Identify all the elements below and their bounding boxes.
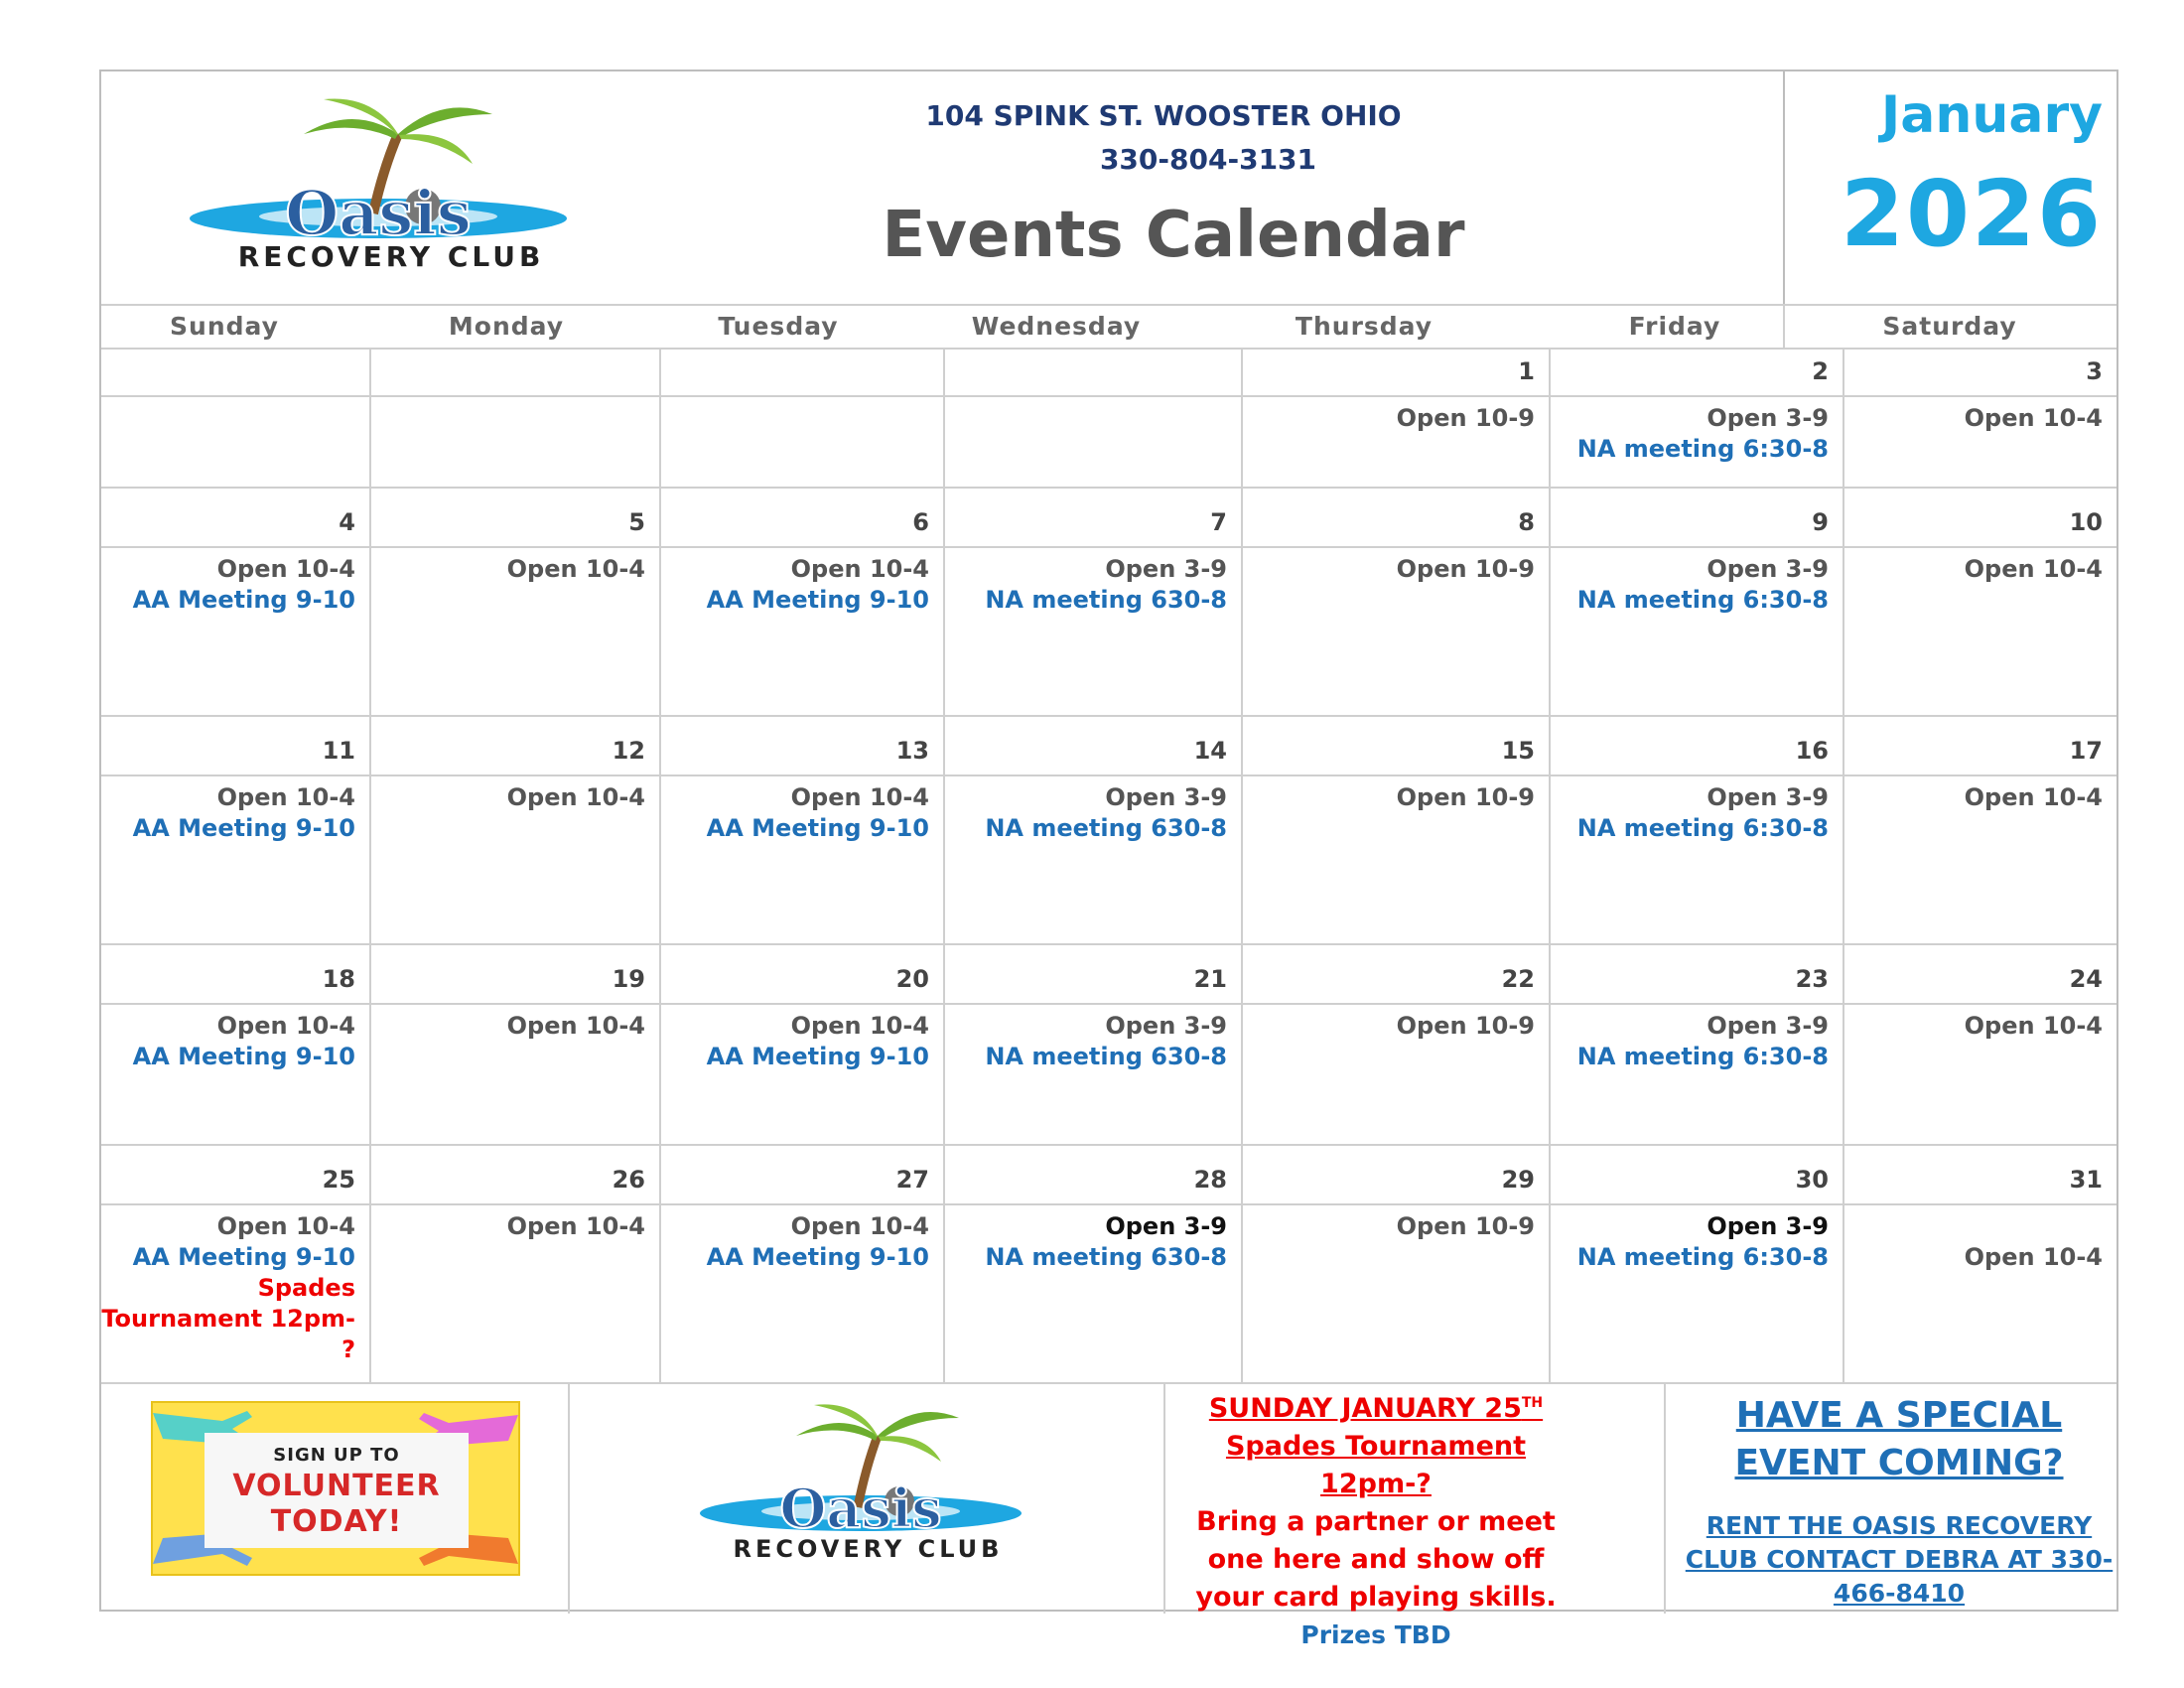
day-number: 12 (612, 737, 645, 765)
hours-entry: Open 3-9 (1706, 1012, 1829, 1040)
day-cell (943, 1144, 1241, 1382)
hours-entry: Open 3-9 (1105, 1212, 1227, 1240)
meeting-entry: AA Meeting 9-10 (132, 1043, 355, 1070)
year-label: 2026 (1840, 161, 2103, 267)
day-cell (1549, 943, 1843, 1144)
meeting-entry: NA meeting 630-8 (985, 586, 1227, 614)
special-event-ad (1684, 1392, 2115, 1611)
hours-entry: Open 10-9 (1396, 1212, 1535, 1240)
day-cell (659, 1144, 943, 1382)
meeting-entry: AA Meeting 9-10 (132, 1243, 355, 1271)
day-number: 4 (339, 508, 355, 536)
day-cell (101, 1144, 369, 1382)
day-cell (1241, 487, 1549, 715)
hours-entry: Open 10-4 (506, 1012, 645, 1040)
hours-entry: Open 10-9 (1396, 783, 1535, 811)
meeting-entry: AA Meeting 9-10 (706, 1043, 929, 1070)
hours-entry: Open 10-4 (216, 1012, 355, 1040)
day-cell (1241, 943, 1549, 1144)
hours-entry: Open 10-4 (1964, 404, 2103, 432)
day-cell (1843, 348, 2116, 487)
club-name: RECOVERY CLUB (733, 1535, 1004, 1563)
weekday-saturday: Saturday (1882, 311, 2017, 341)
day-cell (369, 348, 659, 487)
day-cell (101, 715, 369, 943)
promo-event: Spades Tournament 12pm-? (1225, 1431, 1527, 1499)
hours-entry: Open 10-4 (506, 783, 645, 811)
month-label: January (1880, 85, 2103, 145)
meeting-entry: AA Meeting 9-10 (132, 586, 355, 614)
oasis-logo-footer (687, 1396, 1044, 1570)
day-cell (659, 943, 943, 1144)
day-number: 20 (895, 965, 929, 993)
hours-entry: Open 10-4 (1964, 555, 2103, 583)
hours-entry: Open 10-4 (790, 1012, 929, 1040)
hours-entry: Open 10-9 (1396, 555, 1535, 583)
day-cell (369, 1144, 659, 1382)
day-cell (943, 943, 1241, 1144)
day-cell (101, 943, 369, 1144)
meeting-entry: NA meeting 6:30-8 (1576, 435, 1829, 463)
day-number: 17 (2069, 737, 2103, 765)
hours-entry: Open 10-4 (790, 783, 929, 811)
weekday-monday: Monday (448, 311, 565, 341)
day-cell (1843, 1144, 2116, 1382)
day-number: 10 (2069, 508, 2103, 536)
promo-date: SUNDAY JANUARY 25TH (1208, 1393, 1544, 1424)
day-number: 27 (895, 1166, 929, 1194)
hours-entry: Open 3-9 (1706, 555, 1829, 583)
hours-entry: Open 10-4 (506, 555, 645, 583)
meeting-entry: NA meeting 6:30-8 (1576, 1243, 1829, 1271)
day-number: 31 (2069, 1166, 2103, 1194)
day-cell (659, 715, 943, 943)
day-number: 21 (1193, 965, 1227, 993)
day-cell (369, 715, 659, 943)
day-number: 11 (322, 737, 355, 765)
volunteer-sign (151, 1401, 520, 1576)
meeting-entry: AA Meeting 9-10 (706, 1243, 929, 1271)
day-cell (943, 487, 1241, 715)
day-number: 30 (1795, 1166, 1829, 1194)
day-number: 9 (1812, 508, 1829, 536)
weekday-wednesday: Wednesday (971, 311, 1142, 341)
meeting-entry: AA Meeting 9-10 (706, 814, 929, 842)
day-number: 5 (628, 508, 645, 536)
hours-entry: Open 10-4 (216, 555, 355, 583)
day-number: 28 (1193, 1166, 1227, 1194)
day-cell (1843, 487, 2116, 715)
page-title: Events Calendar (882, 199, 1465, 272)
day-number: 18 (322, 965, 355, 993)
day-number: 14 (1193, 737, 1227, 765)
day-cell (1241, 348, 1549, 487)
day-number: 16 (1795, 737, 1829, 765)
hours-entry: Open 3-9 (1105, 1012, 1227, 1040)
hours-entry: Open 10-4 (1964, 1012, 2103, 1040)
meeting-entry: AA Meeting 9-10 (132, 814, 355, 842)
calendar-page (99, 70, 2118, 1649)
day-cell (1843, 943, 2116, 1144)
meeting-entry: NA meeting 630-8 (985, 814, 1227, 842)
day-cell (1549, 487, 1843, 715)
promo-prizes: Prizes TBD (1300, 1620, 1451, 1649)
hours-entry: Open 3-9 (1105, 555, 1227, 583)
svg-text:Oasis: Oasis (779, 1477, 942, 1540)
day-cell (1549, 1144, 1843, 1382)
day-number: 22 (1501, 965, 1535, 993)
volunteer-line: SIGN UP TO (273, 1445, 400, 1466)
day-cell (369, 943, 659, 1144)
day-number: 26 (612, 1166, 645, 1194)
volunteer-line: TODAY! (270, 1504, 403, 1539)
phone-number: 330-804-3131 (1099, 143, 1317, 176)
promo-body: Bring a partner or meet one here and show off your card playing skills. Prizes TBD (1195, 1506, 1557, 1649)
meeting-entry: NA meeting 630-8 (985, 1243, 1227, 1271)
hours-entry: Open 10-9 (1396, 1012, 1535, 1040)
month-year-box (1783, 71, 2118, 304)
hours-entry: Open 10-4 (1964, 1243, 2103, 1271)
hours-entry: Open 10-4 (1964, 783, 2103, 811)
hours-entry: Open 10-9 (1396, 404, 1535, 432)
weekday-tuesday: Tuesday (718, 311, 839, 341)
day-cell (659, 487, 943, 715)
weekday-sunday: Sunday (170, 311, 279, 341)
hours-entry: Open 10-4 (216, 1212, 355, 1240)
day-number: 2 (1812, 357, 1829, 385)
hours-entry: Open 10-4 (216, 783, 355, 811)
hours-entry: Open 3-9 (1105, 783, 1227, 811)
day-cell (101, 348, 369, 487)
day-cell (943, 348, 1241, 487)
day-cell (1549, 715, 1843, 943)
special-event-entry: Spades (257, 1274, 355, 1302)
hours-entry: Open 10-4 (790, 1212, 929, 1240)
hours-entry: Open 10-4 (506, 1212, 645, 1240)
day-cell (1843, 715, 2116, 943)
meeting-entry: NA meeting 6:30-8 (1576, 586, 1829, 614)
volunteer-line: VOLUNTEER (232, 1469, 441, 1503)
day-number: 15 (1501, 737, 1535, 765)
day-cell (1241, 1144, 1549, 1382)
day-cell (659, 348, 943, 487)
day-cell (1241, 715, 1549, 943)
day-number: 6 (912, 508, 929, 536)
club-name: RECOVERY CLUB (237, 240, 545, 273)
weekday-friday: Friday (1628, 311, 1721, 341)
day-cell (101, 487, 369, 715)
day-number: 3 (2086, 357, 2103, 385)
hours-entry: Open 3-9 (1706, 404, 1829, 432)
day-number: 19 (612, 965, 645, 993)
meeting-entry: AA Meeting 9-10 (706, 586, 929, 614)
meeting-entry: NA meeting 6:30-8 (1576, 814, 1829, 842)
rental-contact-link[interactable]: RENT THE OASIS RECOVERY CLUB CONTACT DEBRA AT 330-466-8410 (1685, 1511, 2114, 1608)
day-number: 25 (322, 1166, 355, 1194)
special-heading[interactable]: HAVE A SPECIAL EVENT COMING? (1734, 1395, 2064, 1483)
day-number: 24 (2069, 965, 2103, 993)
special-event-entry: Tournament 12pm- (101, 1305, 355, 1333)
svg-text:Oasis: Oasis (285, 177, 472, 249)
special-event-entry: ? (341, 1336, 355, 1363)
hours-entry: Open 10-4 (790, 555, 929, 583)
day-number: 8 (1518, 508, 1535, 536)
day-number: 1 (1518, 357, 1535, 385)
address: 104 SPINK ST. WOOSTER OHIO (925, 99, 1402, 132)
day-cell (1549, 348, 1843, 487)
weekday-thursday: Thursday (1295, 311, 1433, 341)
meeting-entry: NA meeting 630-8 (985, 1043, 1227, 1070)
hours-entry: Open 3-9 (1706, 1212, 1829, 1240)
volunteer-card (205, 1433, 469, 1548)
spades-promo (1177, 1384, 1574, 1654)
day-number: 23 (1795, 965, 1829, 993)
oasis-logo (175, 89, 592, 278)
meeting-entry: NA meeting 6:30-8 (1576, 1043, 1829, 1070)
day-number: 29 (1501, 1166, 1535, 1194)
day-cell (943, 715, 1241, 943)
hours-entry: Open 3-9 (1706, 783, 1829, 811)
day-number: 13 (895, 737, 929, 765)
day-number: 7 (1210, 508, 1227, 536)
day-cell (369, 487, 659, 715)
